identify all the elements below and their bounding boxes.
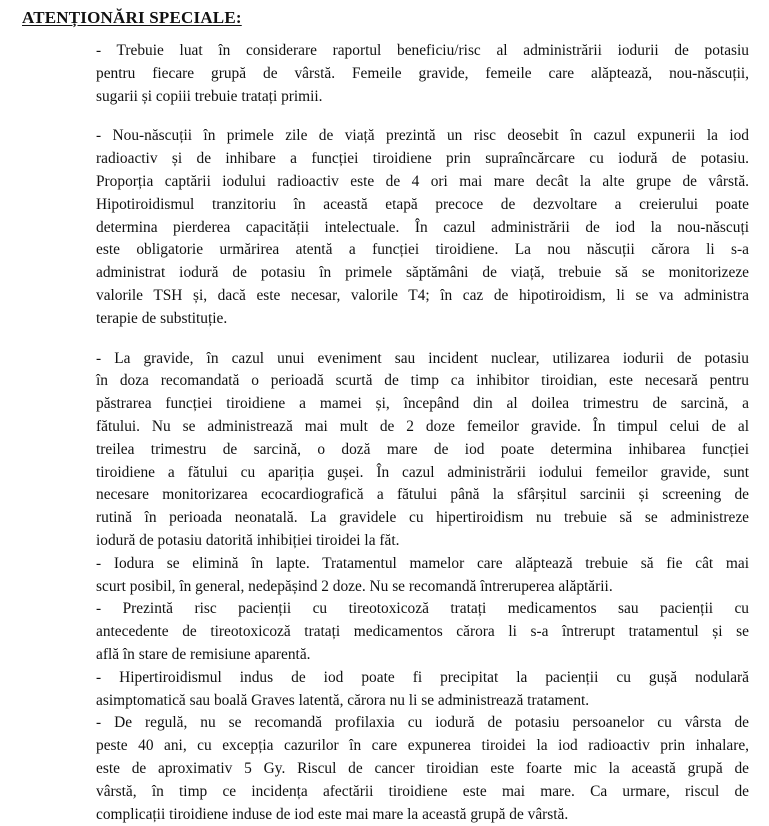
text-line: - Hipertiroidismul indus de iod poate fi precipitat la pacienții cu gușă nodulară bbox=[96, 667, 749, 690]
text-line: - Nou-născuții în primele zile de viață prezintă un risc deosebit în cazul expunerii la iod bbox=[96, 125, 749, 148]
paragraph-breastfeeding bbox=[96, 553, 749, 599]
text-line: antecedente de tireotoxicoză tratați medicamentos cărora li s-a întrerupt tratamentul și se bbox=[96, 621, 749, 644]
text-line: necesare monitorizarea ecocardiografică a fătului până la sfârșitul sarcinii și screening de bbox=[96, 484, 749, 507]
paragraph-gap bbox=[96, 331, 749, 348]
text-line: - Iodura se elimină în lapte. Tratamentul mamelor care alăptează trebuie să fie cât mai bbox=[96, 553, 749, 576]
text-line: iodură de potasiu datorită inhibiției tiroidei la făt. bbox=[96, 530, 749, 553]
text-line: scurt posibil, în general, nedepășind 2 doze. Nu se recomandă întreruperea alăptării. bbox=[96, 576, 749, 599]
text-line: tiroidiene a fătului cu apariția gușei. În cazul administrării iodului femeilor gravide, sunt bbox=[96, 462, 749, 485]
section-heading: ATENȚIONĂRI SPECIALE: bbox=[22, 8, 242, 28]
text-line: păstrarea funcției tiroidiene a mamei și, începând din al doilea trimestru de sarcină, a bbox=[96, 393, 749, 416]
text-line: - Prezintă risc pacienții cu tireotoxicoză tratați medicamentos sau pacienții cu bbox=[96, 598, 749, 621]
text-line: Proporția captării iodului radioactiv este de 4 ori mai mare decât la alte grupe de vârstă. bbox=[96, 171, 749, 194]
text-line: vârstă, în timp ce incidența afectării tiroidiene este mai mare. Ca urmare, riscul de bbox=[96, 781, 749, 804]
paragraph-gap bbox=[96, 108, 749, 125]
text-line: pentru fiecare grupă de vârstă. Femeile gravide, femeile care alăptează, nou-născuții, bbox=[96, 63, 749, 86]
paragraph-pregnant bbox=[96, 348, 749, 553]
text-line: - La gravide, în cazul unui eveniment sau incident nuclear, utilizarea iodurii de potasiu bbox=[96, 348, 749, 371]
text-line: află în stare de remisiune aparentă. bbox=[96, 644, 749, 667]
text-line: terapie de substituție. bbox=[96, 308, 749, 331]
text-line: - Trebuie luat în considerare raportul beneficiu/risc al administrării iodurii de potasiu bbox=[96, 40, 749, 63]
text-line: asimptomatică sau boală Graves latentă, cărora nu li se administrează tratament. bbox=[96, 690, 749, 713]
text-line: radioactiv și de inhibare a funcției tiroidiene prin supraîncărcare cu iodură de potasiu. bbox=[96, 148, 749, 171]
text-line: valorile TSH și, dacă este necesar, valorile T4; în caz de hipotiroidism, li se va administra bbox=[96, 285, 749, 308]
text-line: determina pierderea capacității intelectuale. În cazul administrării de iod la nou-născuți bbox=[96, 217, 749, 240]
text-line: sugarii și copiii trebuie tratați primii. bbox=[96, 86, 749, 109]
text-line: rutină în perioada neonatală. La gravidele cu hipertiroidism nu trebuie să se administreze bbox=[96, 507, 749, 530]
paragraph-hyperthyroidism bbox=[96, 667, 749, 713]
text-line: este de aproximativ 5 Gy. Riscul de cancer tiroidian este foarte mic la această grupă de bbox=[96, 758, 749, 781]
text-line: în doza recomandată o perioadă scurtă de timp ca inhibitor tiroidian, este necesară pentru bbox=[96, 370, 749, 393]
paragraph-over-40 bbox=[96, 712, 749, 826]
text-line: treilea trimestru de sarcină, o doză mare de iod poate determina inhibarea funcției bbox=[96, 439, 749, 462]
text-line: Hipotiroidismul tranzitoriu în această etapă precoce de dezvoltare a creierului poate bbox=[96, 194, 749, 217]
paragraph-risk-benefit bbox=[96, 40, 749, 108]
text-line: peste 40 ani, cu excepția cazurilor în care expunerea tiroidei la iod radioactiv prin inhalare, bbox=[96, 735, 749, 758]
paragraph-newborns bbox=[96, 125, 749, 330]
warnings-content bbox=[96, 40, 749, 826]
text-line: - De regulă, nu se recomandă profilaxia cu iodură de potasiu persoanelor cu vârsta de bbox=[96, 712, 749, 735]
paragraph-thyrotoxicosis bbox=[96, 598, 749, 666]
text-line: fătului. Nu se administrează mai mult de 2 doze femeilor gravide. În timpul celui de al bbox=[96, 416, 749, 439]
text-line: administrat iodură de potasiu în primele săptămâni de viață, trebuie să se monitorizeze bbox=[96, 262, 749, 285]
text-line: complicații tiroidiene induse de iod este mai mare la această grupă de vârstă. bbox=[96, 804, 749, 826]
text-line: este obligatorie urmărirea atentă a funcției tiroidiene. La nou născuții cărora li s-a bbox=[96, 239, 749, 262]
